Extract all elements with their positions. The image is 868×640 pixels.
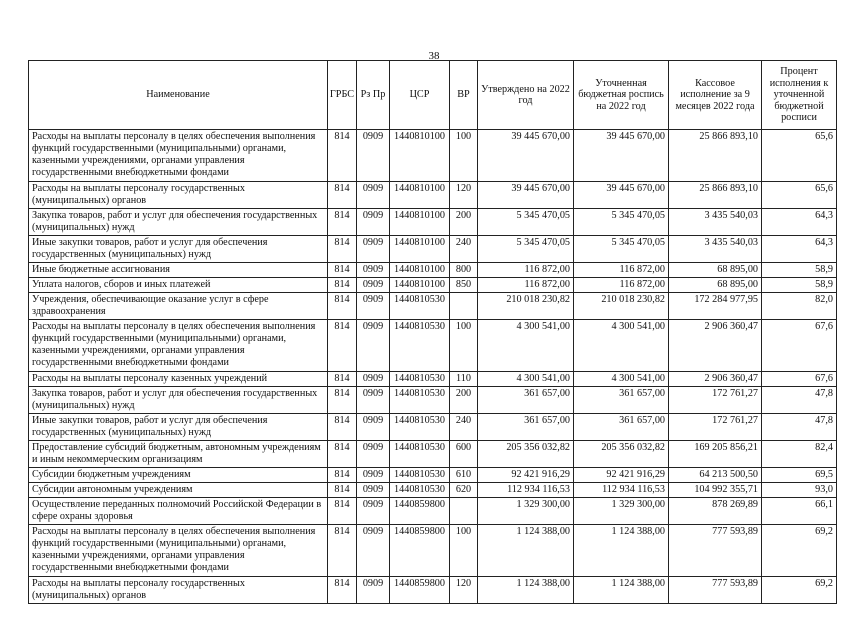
- cell-approved: 39 445 670,00: [478, 182, 574, 209]
- cell-cash: 172 761,27: [669, 414, 762, 441]
- header-grbs: ГРБС: [328, 61, 357, 130]
- cell-rzpr: 0909: [357, 182, 390, 209]
- header-refined: Уточненная бюджетная роспись на 2022 год: [574, 61, 669, 130]
- cell-grbs: 814: [328, 498, 357, 525]
- cell-percent: 65,6: [762, 182, 837, 209]
- cell-cash: 25 866 893,10: [669, 182, 762, 209]
- cell-name: Иные закупки товаров, работ и услуг для обеспечения государственных (муниципальных) нужд: [29, 414, 328, 441]
- table-row: [29, 236, 837, 263]
- table-body: [29, 130, 837, 604]
- cell-refined: 5 345 470,05: [574, 209, 669, 236]
- cell-approved: 112 934 116,53: [478, 483, 574, 498]
- cell-cash: 25 866 893,10: [669, 130, 762, 182]
- cell-vr: [450, 498, 478, 525]
- cell-rzpr: 0909: [357, 498, 390, 525]
- cell-vr: 600: [450, 441, 478, 468]
- cell-rzpr: 0909: [357, 372, 390, 387]
- table-row: [29, 577, 837, 604]
- cell-percent: 82,0: [762, 293, 837, 320]
- header-approved: Утверждено на 2022 год: [478, 61, 574, 130]
- table-row: [29, 498, 837, 525]
- header-percent: Процент исполнения к уточненной бюджетной росписи: [762, 61, 837, 130]
- cell-cash: 3 435 540,03: [669, 209, 762, 236]
- cell-rzpr: 0909: [357, 577, 390, 604]
- table-row: [29, 320, 837, 372]
- cell-cash: 3 435 540,03: [669, 236, 762, 263]
- cell-percent: 69,2: [762, 577, 837, 604]
- cell-vr: 620: [450, 483, 478, 498]
- cell-percent: 69,2: [762, 525, 837, 577]
- cell-rzpr: 0909: [357, 414, 390, 441]
- cell-approved: 39 445 670,00: [478, 130, 574, 182]
- cell-grbs: 814: [328, 387, 357, 414]
- cell-rzpr: 0909: [357, 387, 390, 414]
- cell-percent: 66,1: [762, 498, 837, 525]
- cell-approved: 116 872,00: [478, 278, 574, 293]
- table-row: [29, 263, 837, 278]
- header-csr: ЦСР: [390, 61, 450, 130]
- cell-grbs: 814: [328, 320, 357, 372]
- cell-refined: 205 356 032,82: [574, 441, 669, 468]
- cell-csr: 1440810100: [390, 182, 450, 209]
- cell-vr: 200: [450, 387, 478, 414]
- cell-refined: 4 300 541,00: [574, 372, 669, 387]
- cell-grbs: 814: [328, 372, 357, 387]
- cell-name: Закупка товаров, работ и услуг для обеспечения государственных (муниципальных) нужд: [29, 387, 328, 414]
- cell-csr: 1440810100: [390, 209, 450, 236]
- cell-name: Расходы на выплаты персоналу в целях обеспечения выполнения функций государственными (муниципальными) органами, казенными учреждениями, органами управления государственными внебюджетными фондами: [29, 525, 328, 577]
- cell-approved: 5 345 470,05: [478, 209, 574, 236]
- cell-csr: 1440810530: [390, 483, 450, 498]
- cell-percent: 93,0: [762, 483, 837, 498]
- cell-rzpr: 0909: [357, 263, 390, 278]
- cell-vr: 110: [450, 372, 478, 387]
- cell-cash: 64 213 500,50: [669, 468, 762, 483]
- cell-refined: 210 018 230,82: [574, 293, 669, 320]
- table-row: [29, 468, 837, 483]
- cell-rzpr: 0909: [357, 320, 390, 372]
- cell-rzpr: 0909: [357, 209, 390, 236]
- cell-grbs: 814: [328, 414, 357, 441]
- table-row: [29, 278, 837, 293]
- cell-cash: 104 992 355,71: [669, 483, 762, 498]
- cell-refined: 4 300 541,00: [574, 320, 669, 372]
- cell-cash: 777 593,89: [669, 577, 762, 604]
- cell-rzpr: 0909: [357, 278, 390, 293]
- cell-rzpr: 0909: [357, 468, 390, 483]
- cell-approved: 205 356 032,82: [478, 441, 574, 468]
- cell-vr: 800: [450, 263, 478, 278]
- cell-refined: 1 124 388,00: [574, 525, 669, 577]
- cell-rzpr: 0909: [357, 293, 390, 320]
- cell-vr: 120: [450, 182, 478, 209]
- cell-vr: 100: [450, 130, 478, 182]
- cell-csr: 1440810530: [390, 441, 450, 468]
- table-row: [29, 130, 837, 182]
- cell-grbs: 814: [328, 209, 357, 236]
- cell-approved: 1 329 300,00: [478, 498, 574, 525]
- header-vr: ВР: [450, 61, 478, 130]
- cell-percent: 67,6: [762, 320, 837, 372]
- cell-grbs: 814: [328, 130, 357, 182]
- cell-name: Учреждения, обеспечивающие оказание услуг в сфере здравоохранения: [29, 293, 328, 320]
- cell-percent: 64,3: [762, 236, 837, 263]
- cell-vr: 200: [450, 209, 478, 236]
- cell-rzpr: 0909: [357, 130, 390, 182]
- cell-csr: 1440810530: [390, 414, 450, 441]
- cell-approved: 1 124 388,00: [478, 525, 574, 577]
- cell-name: Расходы на выплаты персоналу в целях обеспечения выполнения функций государственными (муниципальными) органами, казенными учреждениями, органами управления государственными внебюджетными фондами: [29, 320, 328, 372]
- cell-rzpr: 0909: [357, 483, 390, 498]
- cell-approved: 92 421 916,29: [478, 468, 574, 483]
- cell-percent: 47,8: [762, 414, 837, 441]
- header-cash: Кассовое исполнение за 9 месяцев 2022 года: [669, 61, 762, 130]
- cell-vr: 120: [450, 577, 478, 604]
- cell-refined: 39 445 670,00: [574, 130, 669, 182]
- budget-execution-table: [28, 60, 837, 604]
- cell-csr: 1440810100: [390, 130, 450, 182]
- cell-name: Закупка товаров, работ и услуг для обеспечения государственных (муниципальных) нужд: [29, 209, 328, 236]
- cell-cash: 2 906 360,47: [669, 372, 762, 387]
- table-row: [29, 387, 837, 414]
- table-row: [29, 414, 837, 441]
- table-header-row: [29, 61, 837, 130]
- cell-percent: 67,6: [762, 372, 837, 387]
- cell-name: Расходы на выплаты персоналу государственных (муниципальных) органов: [29, 577, 328, 604]
- cell-refined: 361 657,00: [574, 387, 669, 414]
- cell-csr: 1440810100: [390, 278, 450, 293]
- cell-cash: 172 761,27: [669, 387, 762, 414]
- cell-cash: 777 593,89: [669, 525, 762, 577]
- table-row: [29, 182, 837, 209]
- cell-approved: 116 872,00: [478, 263, 574, 278]
- cell-approved: 210 018 230,82: [478, 293, 574, 320]
- cell-cash: 169 205 856,21: [669, 441, 762, 468]
- cell-refined: 112 934 116,53: [574, 483, 669, 498]
- cell-name: Субсидии бюджетным учреждениям: [29, 468, 328, 483]
- cell-cash: 172 284 977,95: [669, 293, 762, 320]
- cell-grbs: 814: [328, 441, 357, 468]
- cell-csr: 1440859800: [390, 498, 450, 525]
- cell-percent: 58,9: [762, 278, 837, 293]
- cell-rzpr: 0909: [357, 236, 390, 263]
- cell-csr: 1440810100: [390, 236, 450, 263]
- cell-grbs: 814: [328, 293, 357, 320]
- cell-approved: 1 124 388,00: [478, 577, 574, 604]
- cell-cash: 68 895,00: [669, 278, 762, 293]
- cell-refined: 361 657,00: [574, 414, 669, 441]
- table-row: [29, 483, 837, 498]
- cell-grbs: 814: [328, 468, 357, 483]
- cell-cash: 2 906 360,47: [669, 320, 762, 372]
- cell-refined: 92 421 916,29: [574, 468, 669, 483]
- header-rzpr: Рз Пр: [357, 61, 390, 130]
- table-row: [29, 372, 837, 387]
- cell-percent: 69,5: [762, 468, 837, 483]
- table-row: [29, 525, 837, 577]
- cell-vr: 850: [450, 278, 478, 293]
- cell-name: Иные бюджетные ассигнования: [29, 263, 328, 278]
- cell-cash: 68 895,00: [669, 263, 762, 278]
- cell-name: Уплата налогов, сборов и иных платежей: [29, 278, 328, 293]
- cell-approved: 361 657,00: [478, 414, 574, 441]
- cell-refined: 5 345 470,05: [574, 236, 669, 263]
- cell-percent: 82,4: [762, 441, 837, 468]
- cell-csr: 1440859800: [390, 577, 450, 604]
- cell-refined: 1 124 388,00: [574, 577, 669, 604]
- cell-csr: 1440810100: [390, 263, 450, 278]
- cell-vr: 100: [450, 525, 478, 577]
- cell-vr: 240: [450, 236, 478, 263]
- cell-name: Осуществление переданных полномочий Российской Федерации в сфере охраны здоровья: [29, 498, 328, 525]
- table-row: [29, 293, 837, 320]
- cell-vr: 610: [450, 468, 478, 483]
- page-number: 38: [428, 50, 440, 62]
- cell-vr: [450, 293, 478, 320]
- cell-cash: 878 269,89: [669, 498, 762, 525]
- cell-rzpr: 0909: [357, 525, 390, 577]
- cell-name: Расходы на выплаты персоналу в целях обеспечения выполнения функций государственными (муниципальными) органами, казенными учреждениями, органами управления государственными внебюджетными фондами: [29, 130, 328, 182]
- cell-rzpr: 0909: [357, 441, 390, 468]
- cell-csr: 1440810530: [390, 468, 450, 483]
- cell-name: Расходы на выплаты персоналу государственных (муниципальных) органов: [29, 182, 328, 209]
- cell-csr: 1440810530: [390, 387, 450, 414]
- cell-grbs: 814: [328, 236, 357, 263]
- cell-refined: 116 872,00: [574, 263, 669, 278]
- table-row: [29, 441, 837, 468]
- cell-csr: 1440810530: [390, 293, 450, 320]
- cell-refined: 1 329 300,00: [574, 498, 669, 525]
- cell-csr: 1440810530: [390, 372, 450, 387]
- cell-refined: 39 445 670,00: [574, 182, 669, 209]
- cell-name: Расходы на выплаты персоналу казенных учреждений: [29, 372, 328, 387]
- cell-grbs: 814: [328, 263, 357, 278]
- cell-approved: 4 300 541,00: [478, 320, 574, 372]
- cell-csr: 1440810530: [390, 320, 450, 372]
- header-name: Наименование: [29, 61, 328, 130]
- cell-vr: 100: [450, 320, 478, 372]
- cell-grbs: 814: [328, 525, 357, 577]
- cell-percent: 64,3: [762, 209, 837, 236]
- cell-csr: 1440859800: [390, 525, 450, 577]
- cell-vr: 240: [450, 414, 478, 441]
- cell-refined: 116 872,00: [574, 278, 669, 293]
- cell-approved: 5 345 470,05: [478, 236, 574, 263]
- cell-name: Иные закупки товаров, работ и услуг для обеспечения государственных (муниципальных) нужд: [29, 236, 328, 263]
- cell-grbs: 814: [328, 182, 357, 209]
- cell-percent: 47,8: [762, 387, 837, 414]
- cell-name: Предоставление субсидий бюджетным, автономным учреждениям и иным некоммерческим организациям: [29, 441, 328, 468]
- cell-approved: 361 657,00: [478, 387, 574, 414]
- cell-grbs: 814: [328, 278, 357, 293]
- cell-grbs: 814: [328, 577, 357, 604]
- cell-percent: 58,9: [762, 263, 837, 278]
- cell-approved: 4 300 541,00: [478, 372, 574, 387]
- cell-grbs: 814: [328, 483, 357, 498]
- table-row: [29, 209, 837, 236]
- cell-name: Субсидии автономным учреждениям: [29, 483, 328, 498]
- cell-percent: 65,6: [762, 130, 837, 182]
